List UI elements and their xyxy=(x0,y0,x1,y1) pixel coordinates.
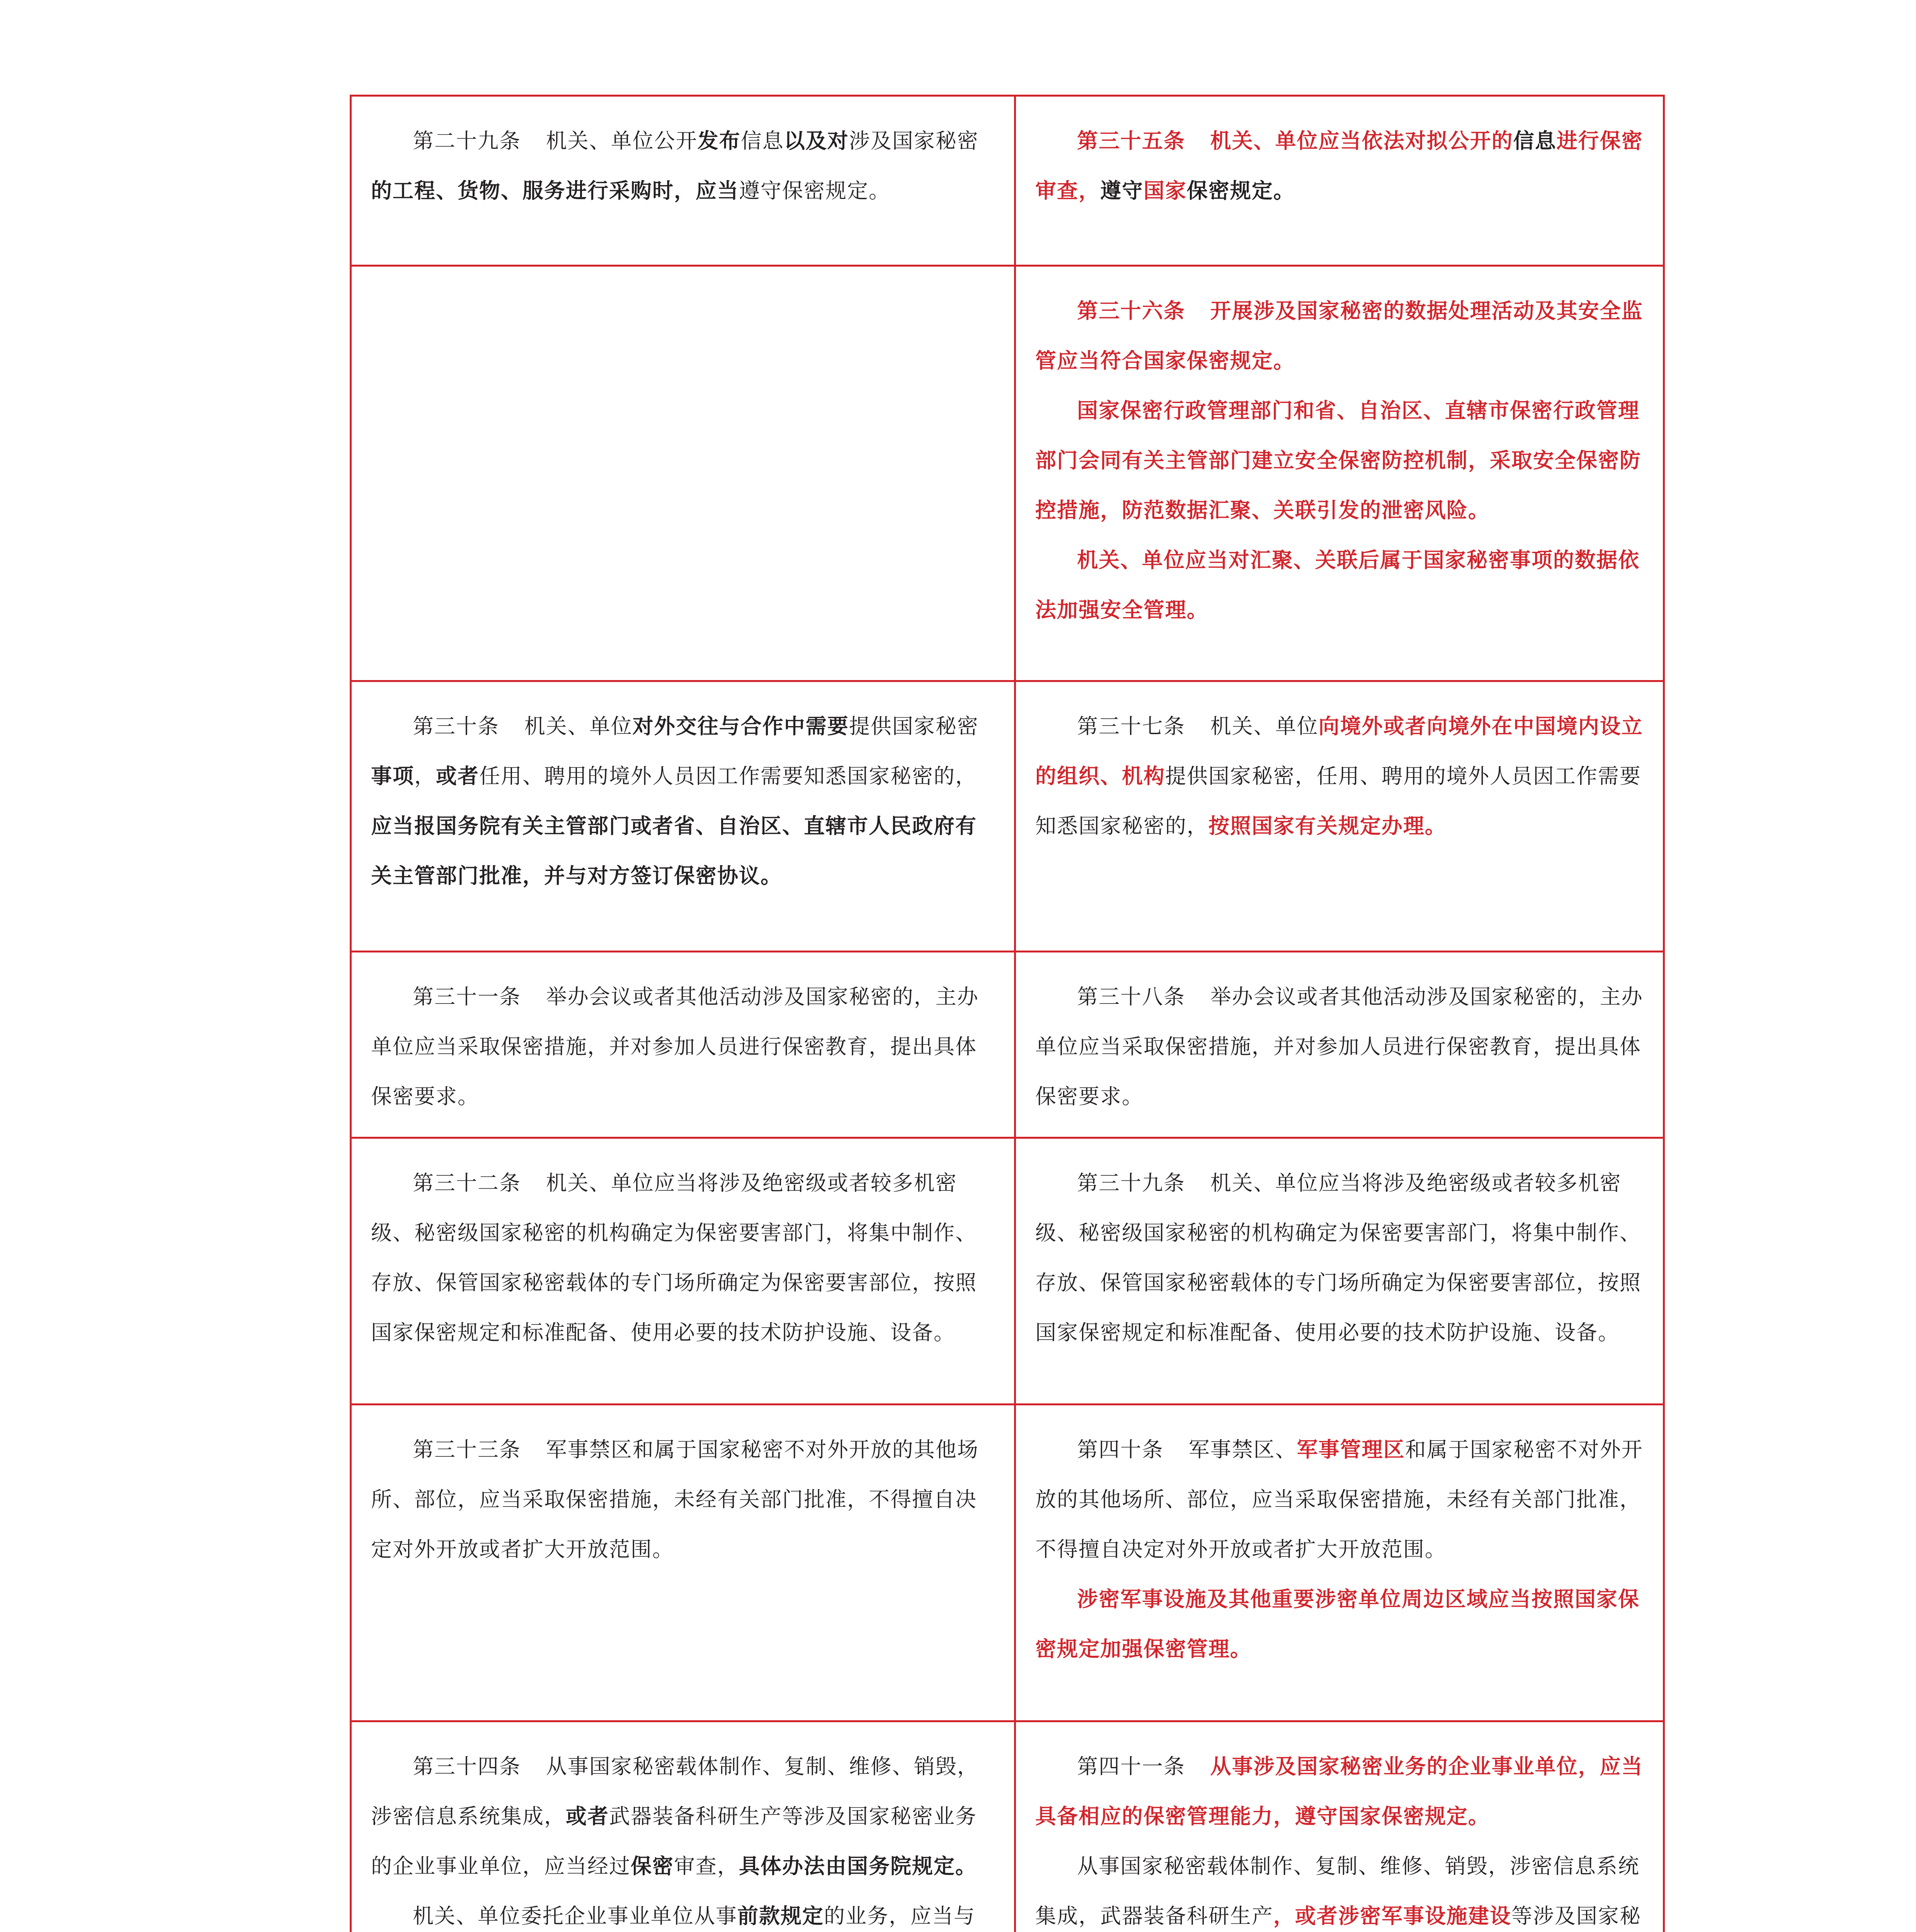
comparison-row xyxy=(351,681,1664,952)
article-text: 任用、聘用的境外人员因工作需要知悉国家秘密的， xyxy=(479,764,977,788)
old-article-cell xyxy=(351,952,1015,1138)
comparison-row xyxy=(351,952,1664,1138)
article-text: 第四十一条 xyxy=(1077,1754,1185,1779)
new-article-cell xyxy=(1015,1405,1664,1721)
article-text: 的业务，应当与 xyxy=(824,1904,975,1928)
article-paragraph xyxy=(371,972,995,1121)
new-article-cell xyxy=(1015,952,1664,1138)
article-text: 机关、单位委托企业事业单位从事 xyxy=(413,1904,737,1928)
old-article-cell xyxy=(351,1405,1015,1721)
article-text: 军事禁区、 xyxy=(1188,1437,1297,1462)
emphasized-text: 对外交往与合作中需要 xyxy=(632,714,849,738)
article-paragraph xyxy=(371,1425,995,1574)
article-text: 第三十一条 xyxy=(413,985,521,1009)
old-article-cell xyxy=(351,681,1015,952)
new-article-cell xyxy=(1015,1721,1664,1932)
revised-text: 第三十五条 xyxy=(1077,129,1185,153)
article-text: 从事国家秘密载体制作、复制、维修、销毁，涉密信息系统集成， xyxy=(371,1754,979,1828)
emphasized-text: 以及对 xyxy=(784,129,849,153)
article-text: 遵守保密规定。 xyxy=(739,179,890,203)
article-paragraph xyxy=(1035,701,1644,851)
emphasized-text: 保密 xyxy=(631,1854,674,1878)
article-text: 举办会议或者其他活动涉及国家秘密的，主办单位应当采取保密措施，并对参加人员进行保密教育，提出具体保密要求。 xyxy=(1035,985,1643,1109)
comparison-row xyxy=(351,266,1664,681)
old-article-cell xyxy=(351,1721,1015,1932)
article-paragraph xyxy=(1035,1425,1644,1574)
article-text: 第四十条 xyxy=(1077,1437,1164,1462)
article-text: 审查， xyxy=(674,1854,739,1878)
article-text: 第三十四条 xyxy=(413,1754,521,1779)
article-paragraph xyxy=(1035,1158,1644,1357)
old-article-cell xyxy=(351,96,1015,266)
comparison-table xyxy=(350,95,1665,1932)
revised-text: 机关、单位应当对汇聚、关联后属于国家秘密事项的数据依法加强安全管理。 xyxy=(1035,548,1640,622)
article-text: 机关、单位应当将涉及绝密级或者较多机密级、秘密级国家秘密的机构确定为保密要害部门，将集中制作、存放、保管国家秘密载体的专门场所确定为保密要害部位，按照国家保密规定和标准配备、使用必要的技术防护设施、设备。 xyxy=(1035,1171,1641,1345)
revised-text: 国家 xyxy=(1143,179,1187,203)
comparison-row xyxy=(351,1721,1664,1932)
emphasized-text: 保密规定。 xyxy=(1187,179,1295,203)
article-paragraph xyxy=(1035,1841,1644,1932)
comparison-row xyxy=(351,1405,1664,1721)
emphasized-text: 事项 xyxy=(371,764,414,788)
article-paragraph xyxy=(1035,972,1644,1121)
emphasized-text: 信息 xyxy=(1513,129,1557,153)
emphasized-text: 应当报国务院有关主管部门或者省、自治区、直辖市人民政府有关主管部门批准，并与对方签订保密协议。 xyxy=(371,814,977,888)
revised-text: 按照国家有关规定办理。 xyxy=(1208,814,1446,838)
article-text: 第三十九条 xyxy=(1077,1171,1185,1195)
article-paragraph xyxy=(1035,386,1644,535)
revised-text: 开展涉及国家秘密的数据处理活动及其安全监管应当符合国家保密规定。 xyxy=(1035,299,1643,373)
article-paragraph xyxy=(371,116,995,216)
emphasized-text: 的工程、货物、服务进行采购时，应当 xyxy=(371,179,739,203)
article-text: 等涉及国家秘 xyxy=(1511,1904,1641,1928)
article-text: 机关、单位公开 xyxy=(546,129,698,153)
article-text: 机关、单位应当将涉及绝密级或者较多机密级、秘密级国家秘密的机构确定为保密要害部门，将集中制作、存放、保管国家秘密载体的专门场所确定为保密要害部位，按照国家保密规定和标准配备、使用必要的技术防护设施、设备。 xyxy=(371,1171,977,1345)
article-text: ， xyxy=(414,764,436,788)
new-article-cell xyxy=(1015,681,1664,952)
new-article-cell xyxy=(1015,1138,1664,1405)
article-text: 武器装备科研生产等涉及国家秘密业务的企业事业单位，应当经过 xyxy=(371,1804,977,1878)
emphasized-text: 或者 xyxy=(566,1804,609,1828)
new-article-cell xyxy=(1015,266,1664,681)
revised-text: 军事管理区 xyxy=(1297,1437,1405,1462)
emphasized-text: 遵守 xyxy=(1100,179,1143,203)
emphasized-text: 或者 xyxy=(436,764,479,788)
new-article-cell xyxy=(1015,96,1664,266)
article-text: 涉及国家秘密 xyxy=(849,129,979,153)
article-paragraph xyxy=(371,1891,995,1932)
emphasized-text: 前款规定 xyxy=(737,1904,824,1928)
article-text: 第三十七条 xyxy=(1077,714,1185,738)
article-text: 从事国家秘密载体制作、复制、维修、销毁，涉密信息系统集成，武器装备科研生产 xyxy=(1035,1854,1640,1928)
article-paragraph xyxy=(371,1742,995,1891)
article-text: 信息 xyxy=(740,129,784,153)
article-text: 第三十八条 xyxy=(1077,985,1185,1009)
article-text: 提供国家秘密，任用、聘用的境外人员因工作需要知悉国家秘密的， xyxy=(1035,764,1641,838)
article-text: 机关、单位 xyxy=(524,714,633,738)
article-text: 第三十条 xyxy=(413,714,499,738)
article-text: 军事禁区和属于国家秘密不对外开放的其他场所、部位，应当采取保密措施，未经有关部门批准，不得擅自决定对外开放或者扩大开放范围。 xyxy=(371,1437,979,1561)
article-paragraph xyxy=(371,1158,995,1357)
article-text: 机关、单位 xyxy=(1210,714,1319,738)
article-paragraph xyxy=(1035,116,1644,216)
article-paragraph xyxy=(1035,535,1644,635)
article-paragraph xyxy=(371,701,995,901)
revised-text: 国家保密行政管理部门和省、自治区、直辖市保密行政管理部门会同有关主管部门建立安全保密防控机制，采取安全保密防控措施，防范数据汇聚、关联引发的泄密风险。 xyxy=(1035,398,1641,522)
article-text: 第二十九条 xyxy=(413,129,521,153)
article-text: 提供国家秘密 xyxy=(849,714,979,738)
article-paragraph xyxy=(1035,1574,1644,1674)
comparison-row xyxy=(351,1138,1664,1405)
article-text: 和属于国家秘密不对外开放的其他场所、部位，应当采取保密措施，未经有关部门批准，不得擅自决定对外开放或者扩大开放范围。 xyxy=(1035,1437,1643,1561)
article-text: 第三十二条 xyxy=(413,1171,521,1195)
emphasized-text: 发布 xyxy=(697,129,741,153)
article-paragraph xyxy=(1035,1742,1644,1841)
revised-text: 涉密军事设施及其他重要涉密单位周边区域应当按照国家保密规定加强保密管理。 xyxy=(1035,1587,1640,1661)
emphasized-text: 具体办法由国务院规定。 xyxy=(739,1854,977,1878)
revised-text: 向境外或者向境外在中国境内设立的组织、机构 xyxy=(1035,714,1643,788)
article-text: 第三十三条 xyxy=(413,1437,521,1462)
article-paragraph xyxy=(1035,286,1644,386)
article-text: 举办会议或者其他活动涉及国家秘密的，主办单位应当采取保密措施，并对参加人员进行保密教育，提出具体保密要求。 xyxy=(371,985,979,1109)
old-article-cell xyxy=(351,266,1015,681)
revised-text: 进行保密审查， xyxy=(1035,129,1643,203)
old-article-cell xyxy=(351,1138,1015,1405)
revised-text: 第三十六条 xyxy=(1077,299,1185,323)
revised-text: 机关、单位应当依法对拟公开的 xyxy=(1210,129,1513,153)
revised-text: 从事涉及国家秘密业务的企业事业单位，应当具备相应的保密管理能力，遵守国家保密规定。 xyxy=(1035,1754,1643,1828)
comparison-row xyxy=(351,96,1664,266)
revised-text: ，或者涉密军事设施建设 xyxy=(1273,1904,1511,1928)
